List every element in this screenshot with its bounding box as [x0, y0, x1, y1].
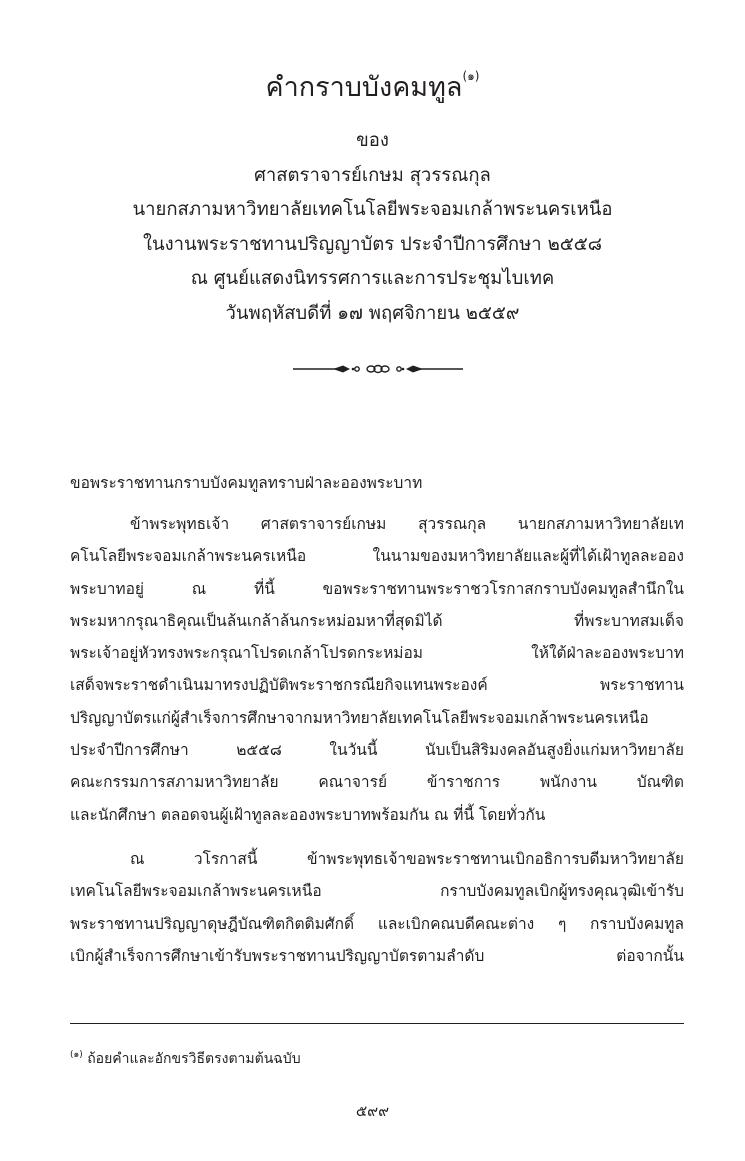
page-number: ๕๙๙: [355, 1102, 390, 1120]
footnote: [70, 1044, 301, 1070]
footnote-divider: [70, 1023, 684, 1024]
heading-block: [0, 124, 745, 332]
document-title: [0, 56, 745, 108]
paragraph-line: เทคโนโลยีพระจอมเกล้าพระนครเหนือ กราบบังคมทูลเบิกผู้ทรงคุณวุฒิเข้ารับ: [70, 882, 684, 901]
paragraph-line: ณ วโรกาสนี้ ข้าพระพุทธเจ้าขอพระราชทานเบิกอธิการบดีมหาวิทยาลัย: [130, 850, 684, 868]
ornament-divider: [293, 362, 463, 376]
heading-person: ศาสตราจารย์เกษม สุวรรณกุล: [254, 164, 491, 186]
paragraph-line: ข้าพระพุทธเจ้า ศาสตราจารย์เกษม สุวรรณกุล นายกสภามหาวิทยาลัยเท: [130, 515, 684, 533]
paragraph-line: เบิกผู้สำเร็จการศึกษาเข้ารับพระราชทานปริญญาบัตรตามลำดับ ต่อจากนั้น: [70, 946, 684, 965]
salutation: ขอพระราชทานกราบบังคมทูลทราบฝ่าละอองพระบาท: [70, 474, 423, 492]
heading-position: นายกสภามหาวิทยาลัยเทคโนโลยีพระจอมเกล้าพระนครเหนือ: [132, 199, 613, 221]
paragraph-line: พระราชทานปริญญาดุษฎีบัณฑิตกิตติมศักดิ์ และเบิกคณบดีคณะต่าง ๆ กราบบังคมทูล: [70, 914, 684, 933]
paragraph-line: และนักศึกษา ตลอดจนผู้เฝ้าทูลละอองพระบาทพร้อมกัน ณ ที่นี้ โดยทั่วกัน: [70, 805, 546, 824]
paragraph-line: พระมหากรุณาธิคุณเป็นล้นเกล้าล้นกระหม่อมหาที่สุดมิได้ ที่พระบาทสมเด็จ: [70, 611, 684, 630]
footnote-marker: (๑): [70, 1050, 83, 1060]
paragraph-1: [70, 508, 684, 831]
title-text: คำกราบบังคมทูล: [265, 72, 463, 103]
paragraph-line: ปริญญาบัตรแก่ผู้สำเร็จการศึกษาจากมหาวิทยาลัยเทคโนโลยีพระจอมเกล้าพระนครเหนือ: [70, 708, 649, 727]
title-footnote-marker: (๑): [462, 69, 480, 83]
paragraph-line: เสด็จพระราชดำเนินมาทรงปฏิบัติพระราชกรณียกิจแทนพระองค์ พระราชทาน: [70, 676, 684, 695]
paragraph-2: [70, 843, 684, 972]
heading-of: ของ: [356, 130, 389, 151]
paragraph-line: คโนโลยีพระจอมเกล้าพระนครเหนือ ในนามของมหาวิทยาลัยและผู้ที่ได้เฝ้าทูลละออง: [70, 547, 684, 566]
heading-venue: ณ ศูนย์แสดงนิทรรศการและการประชุมไบเทค: [190, 268, 555, 290]
heading-date: วันพฤหัสบดีที่ ๑๗ พฤศจิกายน ๒๕๕๙: [225, 302, 520, 324]
paragraph-line: พระเจ้าอยู่หัวทรงพระกรุณาโปรดเกล้าโปรดกระหม่อม ให้ใต้ฝ่าละอองพระบาท: [70, 644, 684, 663]
heading-event: ในงานพระราชทานปริญญาบัตร ประจำปีการศึกษา ๒๕๕๘: [142, 233, 603, 255]
paragraph-line: ประจำปีการศึกษา ๒๕๕๘ ในวันนี้ นับเป็นสิริมงคลอันสูงยิ่งแก่มหาวิทยาลัย: [70, 741, 684, 760]
footnote-text: ถ้อยคำและอักขรวิธีตรงตามต้นฉบับ: [87, 1051, 301, 1067]
paragraph-line: คณะกรรมการสภามหาวิทยาลัย คณาจารย์ ข้าราชการ พนักงาน บัณฑิต: [70, 773, 684, 792]
paragraph-line: พระบาทอยู่ ณ ที่นี้ ขอพระราชทานพระราชวโรกาสกราบบังคมทูลสำนึกใน: [70, 579, 684, 598]
